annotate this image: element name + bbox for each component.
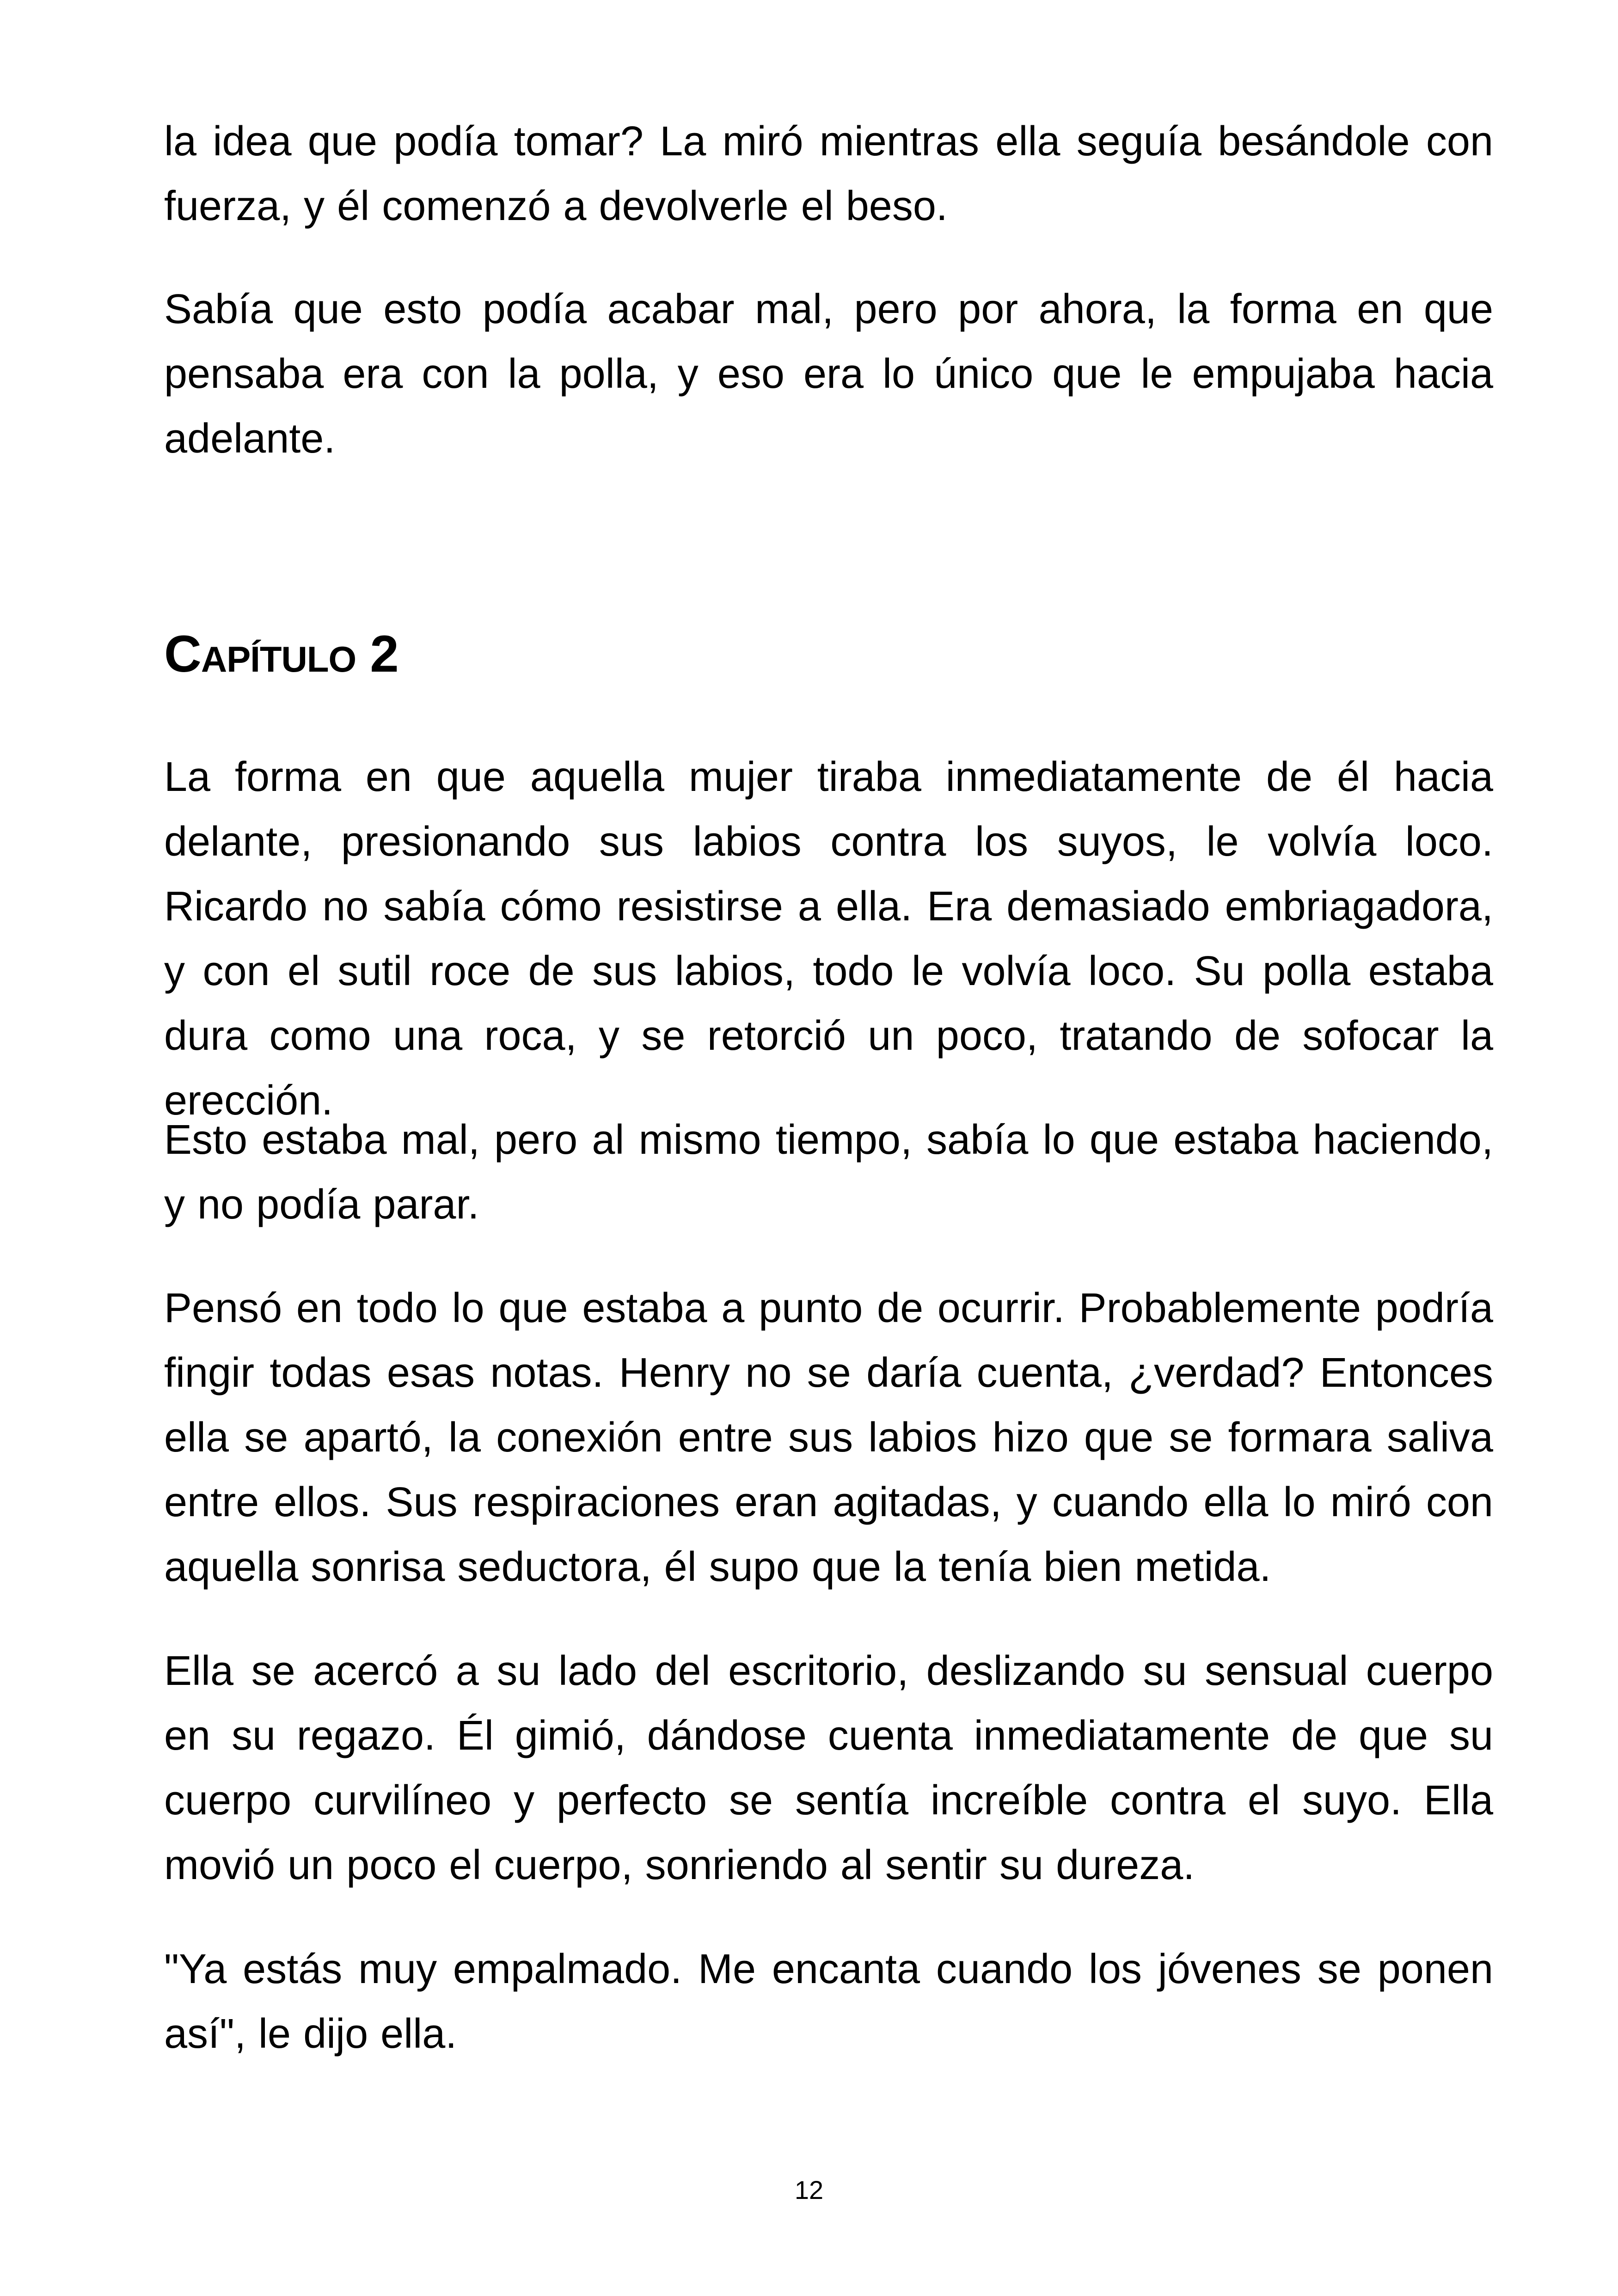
paragraph-text: "Ya estás muy empalmado. Me encanta cuando los jóvenes se ponen así", le dijo ella. (164, 1946, 1493, 2057)
page-number: 12 (794, 2175, 824, 2204)
paragraph-1 (164, 745, 1493, 1133)
paragraph-3 (164, 1276, 1493, 1599)
paragraph-text: Ella se acercó a su lado del escritorio, deslizando su sensual cuerpo en su regazo. Él gimió, dándose cuenta inmediatamente de que su cuerpo curvilíneo y perfecto se sentía increíble contra el suyo. Ella movió un poco el cuerpo, sonriendo al sentir su dureza. (164, 1648, 1493, 1888)
paragraph-2 (164, 1108, 1493, 1237)
paragraph-text: Sabía que esto podía acabar mal, pero por ahora, la forma en que pensaba era con la polla, y eso era lo único que le empujaba hacia adelante. (164, 286, 1493, 462)
paragraph-text: la idea que podía tomar? La miró mientras ella seguía besándole con fuerza, y él comenzó a devolverle el beso. (164, 118, 1493, 229)
paragraph-text: Pensó en todo lo que estaba a punto de ocurrir. Probablemente podría fingir todas esas notas. Henry no se daría cuenta, ¿verdad? Entonces ella se apartó, la conexión entre sus labios hizo que se formara saliva entre ellos. Sus respiraciones eran agitadas, y cuando ella lo miró con aquella sonrisa seductora, él supo que la tenía bien metida. (164, 1285, 1493, 1590)
paragraph-5 (164, 1937, 1493, 2066)
paragraph-4 (164, 1639, 1493, 1898)
paragraph-continuation (164, 109, 1493, 239)
paragraph-text: Esto estaba mal, pero al mismo tiempo, sabía lo que estaba haciendo, y no podía parar. (164, 1117, 1493, 1228)
paragraph-ending (164, 277, 1493, 471)
paragraph-text: La forma en que aquella mujer tiraba inmediatamente de él hacia delante, presionando sus labios contra los suyos, le volvía loco. Ricardo no sabía cómo resistirse a ella. Era demasiado embriagadora, y con el sutil roce de sus labios, todo le volvía loco. Su polla estaba dura como una roca, y se retorció un poco, tratando de sofocar la erección. (164, 754, 1493, 1124)
chapter-heading: Capítulo 2 (164, 625, 398, 683)
